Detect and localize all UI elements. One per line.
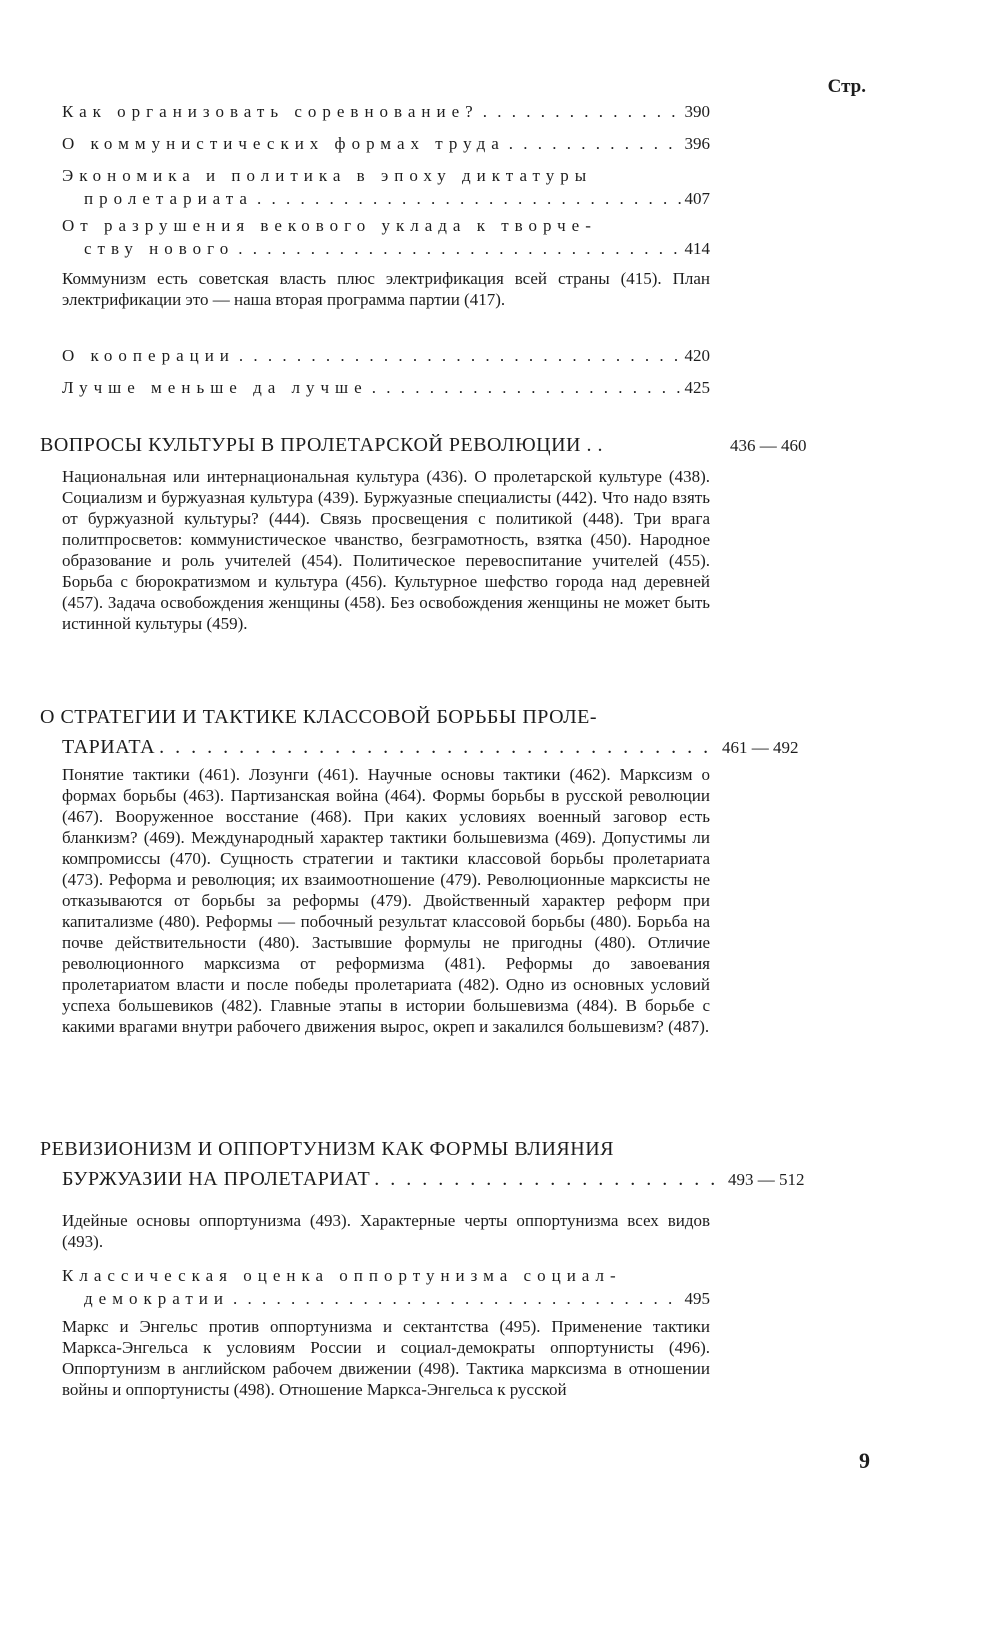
section-page-range: 436 — 460 bbox=[730, 436, 807, 455]
page-number: 9 bbox=[859, 1448, 870, 1473]
section-title-culture: ВОПРОСЫ КУЛЬТУРЫ В ПРОЛЕТАРСКОЙ РЕВОЛЮЦИИ . . bbox=[40, 434, 603, 456]
dot-leader bbox=[159, 732, 716, 762]
toc-entry-title: О коммунистических формах труда bbox=[62, 134, 505, 153]
toc-entry-page: 396 bbox=[684, 134, 710, 153]
section-body-revisionism: Идейные основы оппортунизма (493). Характерные черты оппортунизма всех видов (493). bbox=[62, 1211, 710, 1251]
toc-entry bbox=[62, 374, 710, 401]
toc-entry-title: Лучше меньше да лучше bbox=[62, 378, 368, 397]
toc-entry-title-line1: Классическая оценка оппортунизма социал- bbox=[62, 1266, 622, 1285]
dot-leader bbox=[257, 185, 681, 212]
section-body-culture: Национальная или интернациональная культура (436). О пролетарской культуре (438). Социализм и буржуазная культура (439). Буржуазные специалисты (442). Что надо взять от буржуазной культуры? (444). Связь просвещения с политикой (448). Три врага политпросветов: коммунистическое чванство, безграмотность, взятка (450). Народное образование и роль учителей (454). Политическое перевоспитание учителей (455). Борьба с бюрократизмом и культура (456). Культурное шефство города над деревней (457). Задача освобождения женщины (458). Без освобождения женщины не может быть истинной культуры (459). bbox=[62, 467, 710, 633]
toc-entry-title-line1: Экономика и политика в эпоху диктатуры bbox=[62, 166, 593, 185]
toc-entry-title-line2: пролетариата bbox=[84, 189, 253, 208]
toc-entry-page: 420 bbox=[684, 346, 710, 365]
toc-entry bbox=[62, 212, 710, 262]
section-title-line2: БУРЖУАЗИИ НА ПРОЛЕТАРИАТ bbox=[62, 1168, 371, 1190]
toc-entry bbox=[62, 342, 710, 369]
section-title-line1: РЕВИЗИОНИЗМ И ОППОРТУНИЗМ КАК ФОРМЫ ВЛИЯНИЯ bbox=[40, 1138, 614, 1160]
toc-entry bbox=[62, 98, 710, 125]
section-page-range: 493 — 512 bbox=[728, 1170, 805, 1189]
toc-entry bbox=[62, 130, 710, 157]
section-title-revisionism bbox=[40, 1134, 720, 1194]
section-title-line2: ТАРИАТА bbox=[62, 736, 156, 758]
dot-leader bbox=[239, 342, 681, 369]
dot-leader bbox=[238, 235, 680, 262]
toc-sub-entry bbox=[62, 1262, 710, 1312]
toc-entry-title-line2: демократии bbox=[84, 1289, 229, 1308]
toc-entry-title: О кооперации bbox=[62, 346, 235, 365]
toc-entry-title-line2: ству нового bbox=[84, 239, 235, 258]
toc-entry-page: 495 bbox=[684, 1289, 710, 1308]
toc-entry-page: 407 bbox=[684, 189, 710, 208]
section-title-strategy bbox=[40, 702, 720, 762]
section-page-range: 461 — 492 bbox=[722, 738, 799, 757]
toc-entry-page: 414 bbox=[684, 239, 710, 258]
section-title-line1: О СТРАТЕГИИ И ТАКТИКЕ КЛАССОВОЙ БОРЬБЫ ПРОЛЕ- bbox=[40, 706, 598, 728]
page-column-label: Стр. bbox=[827, 76, 866, 97]
toc-entry-page: 425 bbox=[684, 378, 710, 397]
dot-leader bbox=[509, 130, 681, 157]
toc-entry-page: 390 bbox=[684, 102, 710, 121]
toc-entry-title: Как организовать соревнование? bbox=[62, 102, 479, 121]
toc-entry-title-line1: От разрушения векового уклада к творче- bbox=[62, 216, 597, 235]
sub-section-body: Маркс и Энгельс против оппортунизма и сектантства (495). Применение тактики Маркса-Энгельса к условиям России и социал-демократы оппортунисты (496). Оппортунизм в английском рабочем движении (498). Тактика марксизма в отношении войны и оппортунисты (498). Отношение Маркса-Энгельса к русской bbox=[62, 1317, 710, 1399]
dot-leader bbox=[374, 1164, 716, 1194]
annotation-paragraph: Коммунизм есть советская власть плюс электрификация всей страны (415). План электрификации это — наша вторая программа партии (417). bbox=[62, 269, 710, 309]
section-body-strategy: Понятие тактики (461). Лозунги (461). Научные основы тактики (462). Марксизм о формах борьбы (463). Партизанская война (464). Формы борьбы в русской революции (467). Вооруженное восстание (468). При каких условиях военный заговор есть бланкизм? (469). Международный характер тактики большевизма (469). Допустимы ли компромиссы (470). Сущность стратегии и тактики классовой борьбы пролетариата (473). Реформа и революция; их взаимоотношение (479). Революционные марксисты не отказываются от борьбы за реформы (479). Двойственный характер реформ при капитализме (480). Реформы — побочный результат классовой борьбы (480). Борьба на почве действительности (480). Застывшие формулы не пригодны (480). Отличие революционного марксизма от реформизма (481). Реформы до завоевания пролетариатом власти и после победы пролетариата (482). Одно из основных условий успеха большевиков (482). Главные этапы в истории большевизма (484). В борьбе с какими врагами внутри рабочего движения вырос, окреп и закалился большевизм? (487). bbox=[62, 765, 710, 1036]
toc-entry bbox=[62, 162, 710, 212]
dot-leader bbox=[483, 98, 681, 125]
dot-leader bbox=[372, 374, 681, 401]
dot-leader bbox=[233, 1285, 681, 1312]
